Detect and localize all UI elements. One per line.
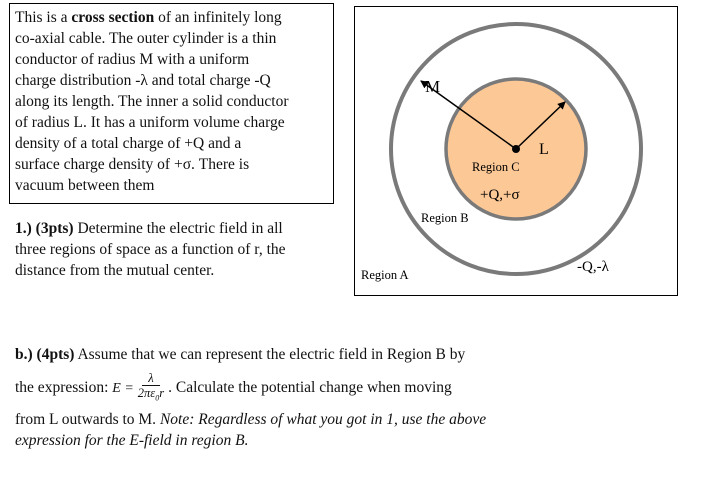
cross-section-bold: cross section — [71, 9, 155, 26]
label-outer-charge: -Q,-λ — [577, 259, 609, 275]
intro-line-8: surface charge density of +σ. There is — [15, 156, 250, 173]
question-b-line-1: b.) (4pts) Assume that we can represent the electric field in Region B by — [15, 346, 466, 363]
intro-line-7: density of a total charge of +Q and a — [15, 135, 242, 152]
note-text: Note: Regardless of what you got in 1, use the above — [159, 410, 487, 428]
equation-numerator: λ — [142, 371, 159, 386]
question-b-line-3: from L outwards to M. Note: Regardless of what you got in 1, use the above — [15, 410, 487, 428]
question-1-line-3: distance from the mutual center. — [15, 262, 215, 279]
question-b-label: b.) (4pts) — [15, 346, 75, 363]
label-inner-charge: +Q,+σ — [480, 187, 520, 203]
label-m: M — [425, 77, 441, 96]
intro-line-1: This is a cross section of an infinitely long — [15, 9, 282, 26]
question-1-label: 1.) (3pts) — [15, 220, 74, 237]
question-b-line-2: the expression: E = $\frac{\lambda}{2\pi\varepsilon_0r}$ . Calculate the potential change when moving — [15, 371, 575, 406]
label-region-a: Region A — [361, 268, 409, 282]
intro-line-9: vacuum between them — [15, 177, 155, 194]
intro-paragraph — [15, 7, 340, 196]
label-region-c: Region C — [472, 160, 520, 174]
equation-denominator: $2\pi\varepsilon_0r$ — [137, 386, 165, 403]
question-b — [15, 344, 575, 451]
intro-line-6: of radius L. It has a uniform volume charge — [15, 114, 285, 131]
label-l: L — [539, 141, 549, 158]
question-1-line-2: three regions of space as a function of r, the — [15, 241, 286, 258]
intro-line-4: charge distribution -λ and total charge -Q — [15, 72, 271, 89]
field-equation — [112, 371, 168, 406]
equation-lhs: E = — [112, 380, 134, 396]
coaxial-cable-diagram — [354, 6, 678, 296]
equation-fraction — [136, 371, 166, 406]
question-1 — [15, 218, 335, 281]
question-1-line-1: 1.) (3pts) Determine the electric field in all — [15, 220, 283, 237]
intro-line-5: along its length. The inner a solid conductor — [15, 93, 289, 110]
intro-line-3: conductor of radius M with a uniform — [15, 51, 250, 68]
question-b-line-4: expression for the E-field in region B. — [15, 431, 249, 449]
label-region-b: Region B — [421, 211, 469, 225]
center-point — [512, 145, 520, 153]
intro-line-2: co-axial cable. The outer cylinder is a thin — [15, 30, 277, 47]
